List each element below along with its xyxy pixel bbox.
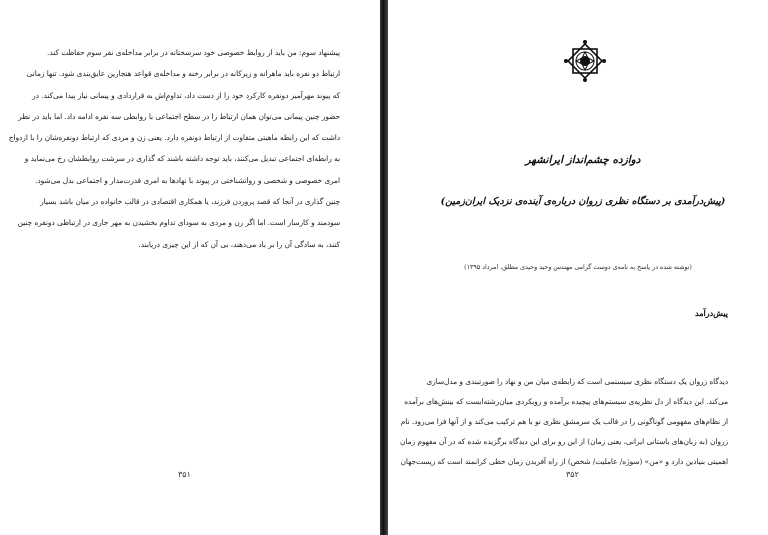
intro-body	[400, 372, 728, 472]
page-number-left: ۳۵۱	[178, 470, 191, 479]
page-number-right: ۳۵۲	[566, 470, 579, 479]
left-page-body	[8, 42, 340, 255]
emblem-icon	[562, 38, 608, 84]
body-line: زروان (به زبان‌های باستانی ایرانی، یعنی زمان) از این رو برای این دیدگاه برگزیده شده که در آن مفهوم زمان	[400, 437, 728, 446]
document-title: دوازده چشم‌انداز ایرانشهر	[525, 154, 641, 166]
body-line: حضور چنین پیمانی می‌توان همان ارتباط را در سطح اجتماعی با روابطی سه نفره ادامه داد. اما باید در نظر	[18, 111, 340, 121]
dedication-note: (نوشته شده در پاسخ به نامه‌ی دوست گرامی مهندس وحید وحیدی مطلق، امرداد ۱۳۹۵)	[464, 264, 692, 271]
section-heading: پیش‌درآمد	[695, 308, 728, 318]
body-line: از نظام‌های مفهومی گوناگونی را در قالب یک سرمشق نظری نو با هم ترکیب می‌کند و از آنها فرا می‌رود. نام	[400, 417, 728, 426]
body-line: ارتباط دو نفره باید ماهرانه و زیرکانه در برابر رخنه و مداخله‌ی قواعد هنجارین عایق‌بندی شود. تنها زمانی	[26, 69, 340, 79]
body-line: می‌کند. این دیدگاه از دل نظریه‌ی سیستم‌های پیچیده برآمده و رویکردی میان‌رشته‌ایست که بینش‌های برآمده	[404, 397, 728, 406]
body-line: چنین گذاری در آنجا که قصد پروردن فرزند، یا همکاری اقتصادی در قالب خانواده در میان باشد بسیار	[40, 197, 340, 207]
body-line: پیشنهاد سوم: من باید از روابط خصوصی خود سرسختانه در برابر مداخله‌ی نفر سوم حفاظت کند.	[47, 48, 340, 57]
body-line: کنند، به سادگی آن را بر باد می‌دهند، بی آن که از این چیزی دریابند.	[138, 239, 340, 249]
left-page	[0, 0, 380, 535]
body-line: امری خصوصی و شخصی و روانشناختی در پیوند با نهادها به امری قدرت‌مدار و اجتماعی بدل می‌شود.	[35, 175, 340, 185]
body-line: دیدگاه زروان یک دستگاه نظری سیستمی است که رابطه‌ی میان من و نهاد را صورتبندی و مدل‌سازی	[426, 377, 728, 386]
body-line: به رابطه‌ای اجتماعی تبدیل می‌کنند، باید توجه داشته باشند که گذاری در سرشت روابطشان رخ می‌نماید و	[24, 154, 340, 164]
body-line: که پیوند مهرآمیز دونفره کارکرد خود را از دست داد، تداومِ‌اش به قراردادی و پیمانی نیاز پیدا می‌کند. در	[32, 90, 340, 100]
document-subtitle: (پیش‌درآمدی بر دستگاه نظری زروان درباره‌ی آینده‌ی نزدیک ایران‌زمین)	[440, 196, 726, 207]
body-line: سودمند و کارساز است. اما اگر زن و مردی به سودای تداوم بخشیدن به مهر جاری در ارتباطی دونفره چنین	[17, 218, 340, 228]
right-page	[388, 0, 768, 535]
body-line: داشت که این رابطه ماهیتی متفاوت از ارتباط دونفره دارد. یعنی زن و مردی که ارتباط دونفره‌شان را با ازدواج	[8, 133, 340, 143]
book-gutter	[380, 0, 388, 535]
body-line: اهمیتی بنیادین دارد و «من» (سوژه/ عاملیت/ شخص) از راه آفریدن زمان خطی کرانمند است که زیست‌جهان	[400, 457, 728, 466]
